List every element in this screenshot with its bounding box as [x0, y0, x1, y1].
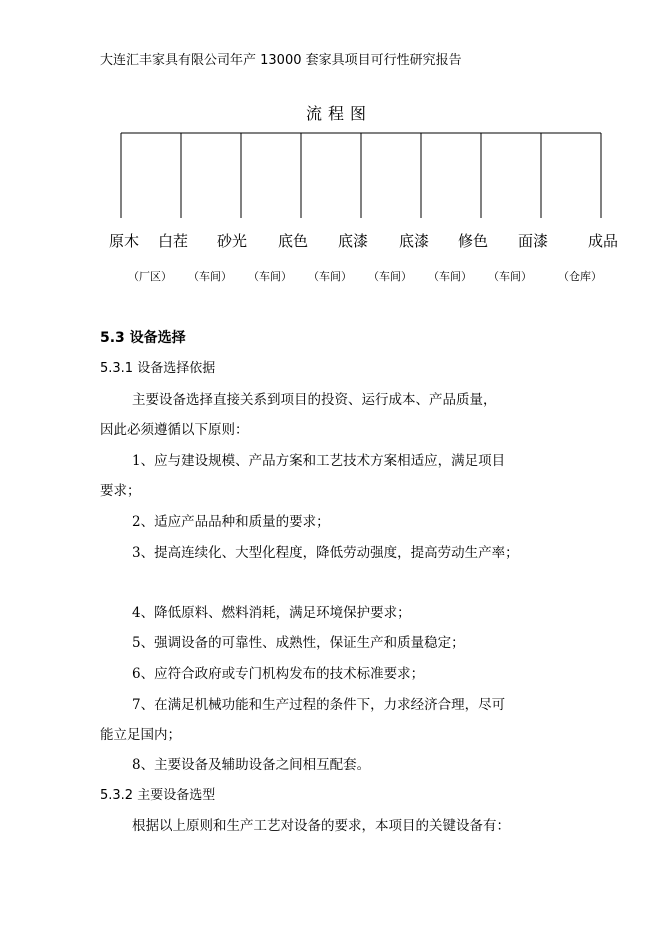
- stage-label: 面漆: [517, 232, 549, 250]
- principle-2: 2、适应产品品种和质量的要求；: [132, 514, 330, 530]
- principle-1-line-2: 要求；: [100, 483, 141, 499]
- principle-3: 3、提高连续化、大型化程度，降低劳动强度，提高劳动生产率；: [132, 545, 519, 561]
- stage-location: （车间）: [248, 270, 292, 283]
- stage-location: （车间）: [368, 270, 412, 283]
- subsection-heading-1: 5.3.1 设备选择依据: [100, 361, 216, 376]
- flowchart-title: 流程图: [306, 104, 373, 123]
- stage-location: （车间）: [428, 270, 472, 283]
- stage-location: （车间）: [188, 270, 232, 283]
- stage-location: （厂区）: [128, 270, 172, 283]
- stage-location: （仓库）: [558, 270, 602, 283]
- stage-label: 砂光: [216, 232, 248, 250]
- subsection-heading-2: 5.3.2 主要设备选型: [100, 788, 216, 803]
- stage-label: 底色: [277, 232, 309, 250]
- stage-label: 底漆: [398, 232, 430, 250]
- section-heading: 5.3 设备选择: [100, 330, 186, 346]
- principle-7-line-2: 能立足国内；: [100, 727, 181, 743]
- stage-label: 底漆: [337, 232, 369, 250]
- flowchart-lines: [0, 0, 662, 300]
- principle-5: 5、强调设备的可靠性、成熟性，保证生产和质量稳定；: [132, 635, 465, 651]
- principle-7-line-1: 7、在满足机械功能和生产过程的条件下，力求经济合理，尽可: [132, 697, 506, 713]
- principle-1-line-1: 1、应与建设规模、产品方案和工艺技术方案相适应，满足项目: [132, 453, 506, 469]
- stage-label: 修色: [457, 232, 489, 250]
- stage-label: 白茬: [157, 232, 189, 250]
- page-header: 大连汇丰家具有限公司年产 13000 套家具项目可行性研究报告: [100, 53, 462, 68]
- stage-label: 原木: [108, 232, 140, 250]
- principle-6: 6、应符合政府或专门机构发布的技术标准要求；: [132, 666, 425, 682]
- stage-location: （车间）: [308, 270, 352, 283]
- principle-8: 8、主要设备及辅助设备之间相互配套。: [132, 757, 371, 773]
- selection-intro: 根据以上原则和生产工艺对设备的要求，本项目的关键设备有：: [132, 818, 510, 834]
- intro-line-2: 因此必须遵循以下原则：: [100, 422, 249, 438]
- intro-line-1: 主要设备选择直接关系到项目的投资、运行成本、产品质量，: [132, 392, 497, 408]
- stage-label: 成品: [587, 232, 619, 250]
- principle-4: 4、降低原料、燃料消耗，满足环境保护要求；: [132, 605, 411, 621]
- stage-location: （车间）: [488, 270, 532, 283]
